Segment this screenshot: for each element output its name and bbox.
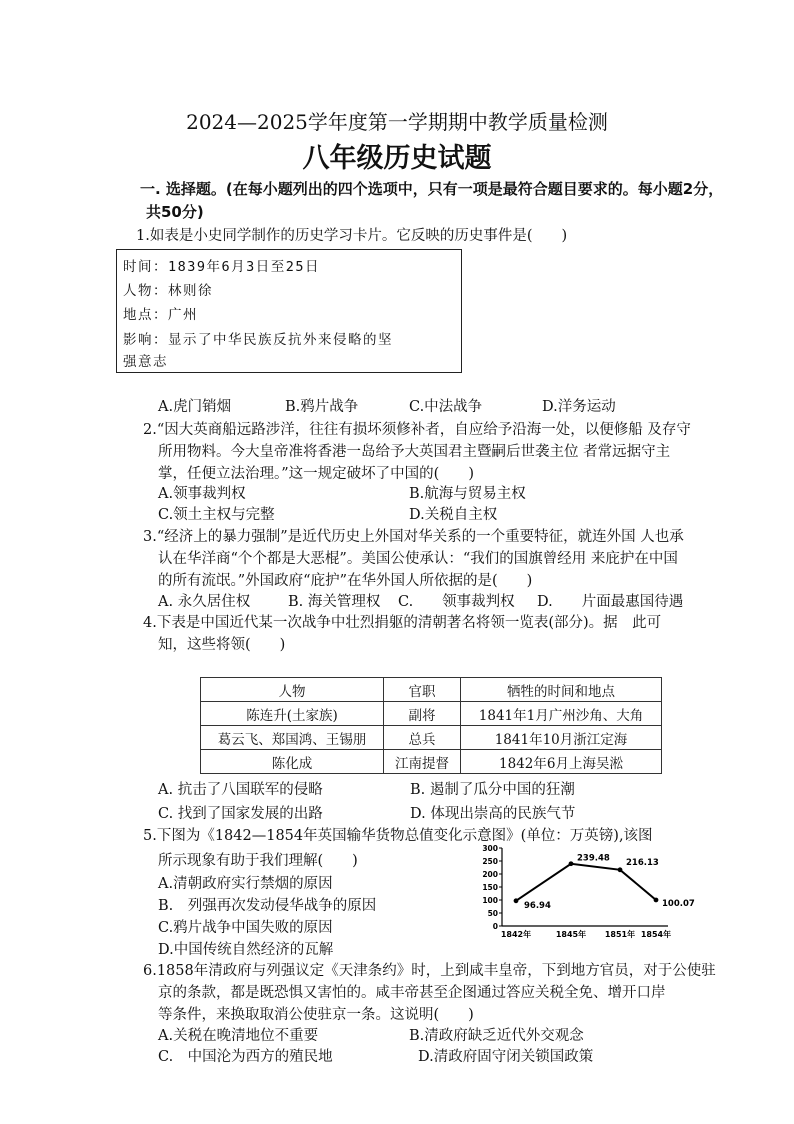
- exam-subject-title: 八年级历史试题: [302, 143, 492, 174]
- y-tick-label: 0: [492, 922, 498, 931]
- y-tick-label: 250: [482, 857, 498, 866]
- data-point: [569, 861, 574, 866]
- table-cell: 葛云飞、郑国鸿、王锡朋: [201, 726, 384, 750]
- q3-option-a[interactable]: A. 永久居住权: [158, 594, 251, 610]
- q6-stem-line3: 等条件，来换取取消公使驻京一条。这说明( ): [158, 1007, 474, 1023]
- q3-option-c[interactable]: C. 领事裁判权: [398, 594, 515, 610]
- data-label: 96.94: [524, 900, 551, 911]
- q1-stem: 1.如表是小史同学制作的历史学习卡片。它反映的历史事件是( ): [136, 228, 568, 244]
- q6-option-b[interactable]: B.清政府缺乏近代外交观念: [409, 1028, 584, 1044]
- q6-stem-line1: 6.1858年清政府与列强议定《天津条约》时，上到咸丰皇帝，下到地方官员，对于公使驻: [143, 963, 716, 979]
- data-label: 239.48: [577, 853, 610, 864]
- q1-option-b[interactable]: B.鸦片战争: [285, 399, 359, 415]
- q2-option-c[interactable]: C.领土主权与完整: [158, 507, 275, 523]
- table-row: [201, 726, 662, 750]
- y-tick-label: 200: [482, 870, 498, 879]
- data-point: [654, 898, 659, 903]
- q5-option-b[interactable]: B. 列强再次发动侵华战争的原因: [158, 898, 377, 914]
- q3-stem-line2: 认在华洋商“个个都是大恶棍”。美国公使承认：“我们的国旗曾经用 来庇护在中国: [158, 551, 678, 567]
- q5-option-d[interactable]: D.中国传统自然经济的瓦解: [158, 942, 334, 958]
- q4-option-a[interactable]: A. 抗击了八国联军的侵略: [158, 782, 323, 798]
- table-header-cell: 官职: [384, 678, 461, 702]
- card-place: 地点：广州: [123, 307, 198, 323]
- q4-option-d[interactable]: D. 体现出崇高的民族气节: [410, 806, 576, 822]
- table-cell: 副将: [384, 702, 461, 726]
- table-cell: 1841年1月广州沙角、大角: [461, 702, 662, 726]
- table-cell: 总兵: [384, 726, 461, 750]
- q6-option-d[interactable]: D.清政府固守闭关锁国政策: [418, 1049, 594, 1065]
- q3-option-d[interactable]: D. 片面最惠国待遇: [537, 594, 684, 610]
- table-cell: 1842年6月上海吴淞: [461, 750, 662, 774]
- card-time: 时间：1839年6月3日至25日: [123, 259, 321, 275]
- q4-stem-line2: 知，这些将领( ): [158, 637, 286, 653]
- q6-option-c[interactable]: C. 中国沦为西方的殖民地: [158, 1049, 333, 1065]
- data-label: 216.13: [626, 857, 659, 868]
- q2-option-d[interactable]: D.关税自主权: [409, 507, 498, 523]
- q3-stem-line3: 的所有流氓。”外国政府“庇护”在华外国人所依据的是( ): [158, 573, 533, 589]
- q2-option-a[interactable]: A.领事裁判权: [158, 486, 246, 502]
- q3-stem-line1: 3.“经济上的暴力强制”是近代历史上外国对华关系的一个重要特征，就连外国 人也承: [143, 529, 684, 545]
- table-cell: 陈化成: [201, 750, 384, 774]
- q4-option-c[interactable]: C. 找到了国家发展的出路: [158, 806, 323, 822]
- export-value-line-chart: [478, 842, 695, 942]
- q2-stem-line1: 2.“因大英商船远路涉洋，往往有损坏须修补者，自应给予沿海一处，以便修船 及存守: [143, 422, 691, 438]
- q2-stem-line2: 所用物料。今大皇帝准将香港一岛给予大英国君主暨嗣后世袭主位 者常远据守主: [158, 444, 671, 460]
- q5-stem-line2: 所示现象有助于我们理解( ): [158, 853, 358, 869]
- y-tick-label: 300: [482, 844, 498, 853]
- table-cell: 1841年10月浙江定海: [461, 726, 662, 750]
- table-header-cell: 人物: [201, 678, 384, 702]
- q4-stem-line1: 4.下表是中国近代某一次战争中壮烈捐躯的清朝著名将领一览表(部分)。据 此可: [143, 615, 662, 631]
- section-heading-cont: 共50分): [146, 203, 204, 221]
- data-point: [618, 867, 623, 872]
- table-row: [201, 702, 662, 726]
- q4-option-b[interactable]: B. 遏制了瓜分中国的狂潮: [410, 782, 575, 798]
- y-tick-label: 50: [487, 909, 498, 918]
- q6-stem-line2: 京的条款，都是既恐惧又害怕的。咸丰帝甚至企图通过答应关税全免、增开口岸: [158, 985, 666, 1001]
- exam-title: 2024—2025学年度第一学期期中教学质量检测: [186, 110, 608, 134]
- q6-option-a[interactable]: A.关税在晚清地位不重要: [158, 1028, 319, 1044]
- table-row: [201, 750, 662, 774]
- x-tick-label: 1854年: [640, 930, 672, 939]
- table-cell: 江南提督: [384, 750, 461, 774]
- x-tick-label: 1842年: [500, 930, 532, 939]
- x-tick-label: 1845年: [555, 930, 587, 939]
- q1-option-d[interactable]: D.洋务运动: [542, 399, 616, 415]
- q2-stem-line3: 掌，任便立法治理。”这一规定破坏了中国的( ): [158, 466, 474, 482]
- q5-option-c[interactable]: C.鸦片战争中国失败的原因: [158, 920, 333, 936]
- section-heading: 一. 选择题。(在每小题列出的四个选项中，只有一项是最符合题目要求的。每小题2分，: [140, 180, 724, 198]
- q5-stem-line1: 5.下图为《1842—1854年英国输华货物总值变化示意图》(单位：万英镑),该图: [143, 828, 653, 844]
- card-impact-cont: 强意志: [123, 354, 168, 370]
- data-point: [514, 898, 519, 903]
- q1-option-a[interactable]: A.虎门销烟: [158, 399, 232, 415]
- q2-option-b[interactable]: B.航海与贸易主权: [409, 486, 526, 502]
- q1-study-card: [116, 249, 462, 373]
- data-label: 100.07: [662, 898, 695, 909]
- x-tick-label: 1851年: [604, 930, 636, 939]
- y-tick-label: 150: [482, 883, 498, 892]
- q1-option-c[interactable]: C.中法战争: [409, 399, 483, 415]
- card-person: 人物：林则徐: [123, 283, 213, 299]
- series-line: [516, 864, 656, 901]
- table-header-cell: 牺牲的时间和地点: [461, 678, 662, 702]
- table-cell: 陈连升(土家族): [201, 702, 384, 726]
- generals-table: [200, 677, 662, 774]
- y-tick-label: 100: [482, 896, 498, 905]
- card-impact: 影响：显示了中华民族反抗外来侵略的坚: [123, 332, 393, 348]
- q3-option-b[interactable]: B. 海关管理权: [288, 594, 381, 610]
- table-header-row: [201, 678, 662, 702]
- q5-option-a[interactable]: A.清朝政府实行禁烟的原因: [158, 876, 333, 892]
